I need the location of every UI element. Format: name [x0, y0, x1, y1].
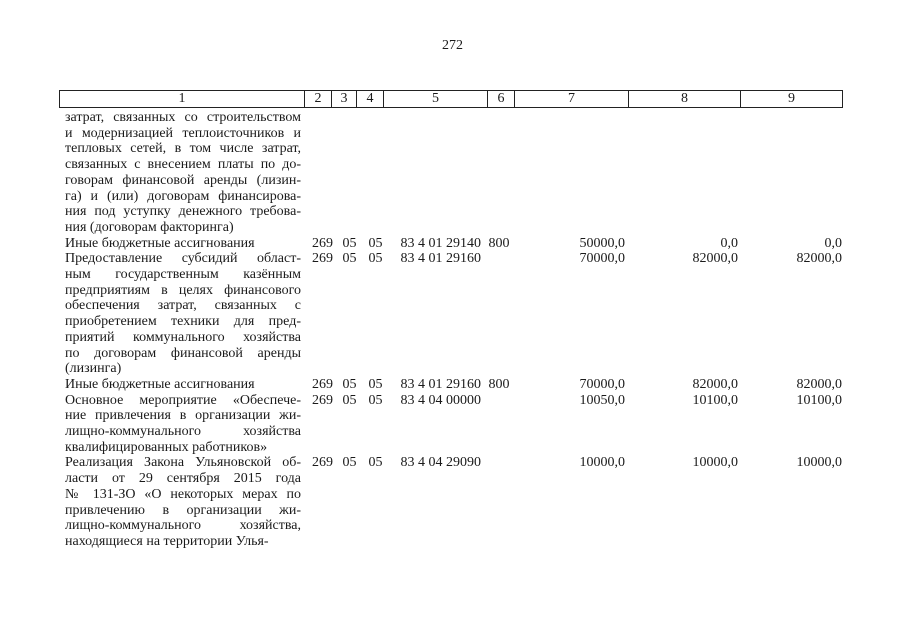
row-col-5: 83 4 01 29160	[400, 251, 481, 267]
description-line: Основное мероприятие «Обеспече-	[65, 392, 301, 408]
description-line: лищно-коммунального хозяйства	[65, 424, 301, 440]
table-row	[65, 110, 855, 236]
table-row	[65, 236, 855, 252]
table-row	[65, 377, 855, 393]
header-col-4: 4	[357, 91, 384, 107]
description-line: Реализация Закона Ульяновской об-	[65, 455, 301, 471]
row-col-6: 800	[488, 376, 510, 392]
row-col-2: 269	[312, 455, 333, 471]
row-col-2: 269	[312, 376, 333, 392]
table-header	[59, 90, 843, 108]
row-col-8: 10000,0	[692, 455, 738, 471]
description-line: затрат, связанных со строительством	[65, 110, 301, 125]
table-row	[65, 251, 855, 377]
row-col-8: 0,0	[720, 235, 738, 251]
row-col-7: 10050,0	[579, 392, 625, 408]
description-line: ния (договорам факторинга)	[65, 219, 234, 235]
table-row	[65, 393, 855, 456]
row-col-7: 70000,0	[579, 376, 625, 392]
row-col-7: 50000,0	[579, 235, 625, 251]
description-line: ным государственным казённым	[65, 267, 301, 283]
row-col-2: 269	[312, 251, 333, 267]
page-number: 272	[442, 38, 463, 53]
row-description	[65, 377, 301, 393]
description-line: обеспечения затрат, связанных с	[65, 298, 301, 314]
row-col-9: 10000,0	[796, 455, 842, 471]
row-col-3: 05	[342, 392, 357, 408]
row-col-9: 0,0	[824, 235, 842, 251]
description-line: Иные бюджетные ассигнования	[65, 235, 255, 251]
row-col-5: 83 4 01 29140	[400, 235, 481, 251]
header-col-2: 2	[305, 91, 332, 107]
row-col-2: 269	[312, 235, 333, 251]
description-line: Предоставление субсидий област-	[65, 251, 301, 267]
table-body	[65, 110, 855, 550]
description-line: Иные бюджетные ассигнования	[65, 376, 255, 392]
row-col-4: 05	[368, 251, 383, 267]
row-col-2: 269	[312, 392, 333, 408]
description-line: ние привлечения в организации жи-	[65, 408, 301, 424]
row-col-3: 05	[342, 455, 357, 471]
description-line: (лизинга)	[65, 361, 122, 377]
row-description	[65, 455, 301, 549]
header-col-9: 9	[788, 91, 795, 106]
header-col-3: 3	[332, 91, 357, 107]
description-line: квалифицированных работников»	[65, 439, 268, 455]
description-line: ния под уступку денежного требова-	[65, 204, 301, 220]
row-col-6: 800	[488, 235, 510, 251]
description-line: лищно-коммунального хозяйства,	[65, 518, 301, 534]
row-col-5: 83 4 04 29090	[400, 455, 481, 471]
row-col-5: 83 4 01 29160	[400, 376, 481, 392]
row-col-4: 05	[368, 376, 383, 392]
row-col-5: 83 4 04 00000	[400, 392, 481, 408]
description-line: предприятиям в целях финансового	[65, 282, 301, 298]
header-col-8: 8	[629, 91, 741, 107]
header-col-5: 5	[384, 91, 488, 107]
description-line: привлечению в организации жи-	[65, 502, 301, 518]
row-col-3: 05	[342, 376, 357, 392]
header-col-6: 6	[488, 91, 515, 107]
row-description	[65, 393, 301, 456]
row-col-4: 05	[368, 392, 383, 408]
row-col-9: 82000,0	[796, 376, 842, 392]
header-col-7: 7	[515, 91, 629, 107]
row-description	[65, 236, 301, 252]
row-col-3: 05	[342, 251, 357, 267]
row-description	[65, 110, 301, 236]
header-col-1: 1	[60, 91, 305, 107]
row-col-8: 10100,0	[692, 392, 738, 408]
row-col-8: 82000,0	[692, 376, 738, 392]
description-line: № 131-ЗО «О некоторых мерах по	[65, 486, 301, 502]
row-description	[65, 251, 301, 377]
description-line: говорам финансовой аренды (лизин-	[65, 172, 301, 188]
description-line: ласти от 29 сентября 2015 года	[65, 471, 301, 487]
description-line: и модернизацией теплоисточников и	[65, 125, 301, 141]
description-line: га) и (или) договорам финансирова-	[65, 188, 301, 204]
row-col-4: 05	[368, 235, 383, 251]
description-line: по договорам финансовой аренды	[65, 345, 301, 361]
row-col-4: 05	[368, 455, 383, 471]
description-line: приятий коммунального хозяйства	[65, 329, 301, 345]
row-col-9: 10100,0	[796, 392, 842, 408]
description-line: приобретением техники для пред-	[65, 314, 301, 330]
row-col-7: 10000,0	[579, 455, 625, 471]
description-line: тепловых сетей, в том числе затрат,	[65, 141, 301, 157]
row-col-8: 82000,0	[692, 251, 738, 267]
table-row	[65, 455, 855, 549]
row-col-3: 05	[342, 235, 357, 251]
row-col-7: 70000,0	[579, 251, 625, 267]
description-line: связанных с внесением платы по до-	[65, 157, 301, 173]
row-col-9: 82000,0	[796, 251, 842, 267]
description-line: находящиеся на территории Улья-	[65, 533, 269, 549]
